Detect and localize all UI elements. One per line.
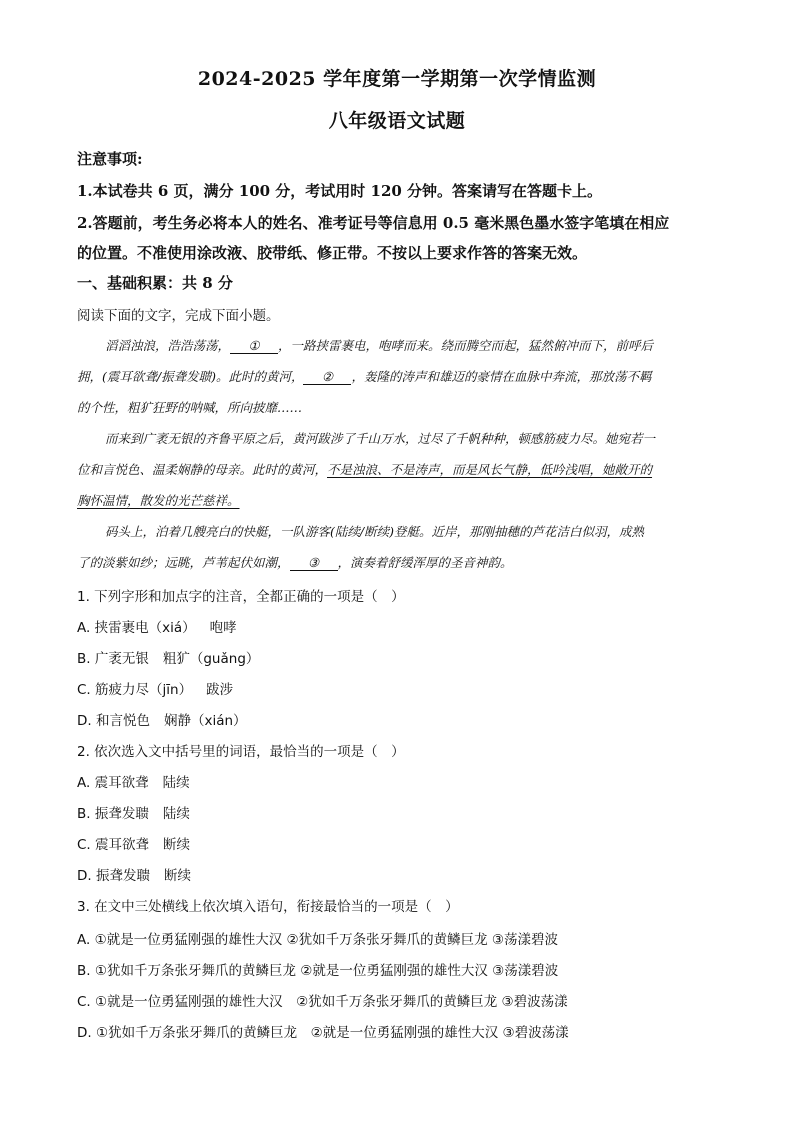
question-2-option-c[interactable]: [77, 833, 190, 853]
option-text: 振聋发聩: [95, 868, 150, 884]
underlined-sentence: 不是浊浪、不是涛声，而是风长气静，低吟浅唱，她敞开的: [327, 462, 653, 477]
question-1-stem: 1. 下列字形和加点字的注音，全都正确的一项是（ ）: [77, 589, 405, 605]
option-label: A.: [77, 932, 91, 948]
option-text: 挟雷裹电（xiá）: [94, 620, 196, 636]
blank-3: ③: [290, 555, 338, 571]
notice-item-2-line-2: 的位置。不准使用涂改液、胶带纸、修正带。不按以上要求作答的答案无效。: [77, 244, 588, 262]
passage-text: ，轰隆的涛声和雄迈的豪情在血脉中奔流，那放荡不羁: [351, 369, 652, 384]
passage-text: 滔滔浊浪，浩浩荡荡，: [105, 338, 231, 353]
option-text: 震耳欲聋: [94, 775, 149, 791]
option-label: C.: [77, 682, 91, 698]
question-3-option-d[interactable]: [77, 1021, 569, 1041]
question-1-option-b[interactable]: [77, 647, 259, 667]
passage-line: [77, 460, 727, 478]
option-text: 陆续: [162, 775, 190, 791]
notice-heading: 注意事项:: [77, 150, 143, 168]
passage-text: 了的淡紫如纱；远眺，芦苇起伏如潮，: [77, 555, 290, 570]
option-label: D.: [77, 713, 92, 729]
option-text: 震耳欲聋: [95, 837, 150, 853]
option-label: C.: [77, 837, 91, 853]
option-text: 和言悦色: [95, 713, 150, 729]
option-text: 广袤无银: [94, 651, 149, 667]
option-text: 咆哮: [209, 620, 237, 636]
option-text: ①就是一位勇猛刚强的雄性大汉 ②犹如千万条张牙舞爪的黄鳞巨龙 ③碧波荡漾: [95, 994, 568, 1010]
option-text: ①犹如千万条张牙舞爪的黄鳞巨龙 ②就是一位勇猛刚强的雄性大汉 ③碧波荡漾: [95, 1025, 569, 1041]
reading-instruction: 阅读下面的文字，完成下面小题。: [77, 308, 280, 324]
option-text: 断续: [163, 868, 191, 884]
option-text: ①就是一位勇猛刚强的雄性大汉 ②犹如千万条张牙舞爪的黄鳞巨龙 ③荡漾碧波: [94, 932, 558, 948]
passage-text: ，演奏着舒缓浑厚的圣音神韵。: [337, 555, 513, 570]
option-text: 断续: [163, 837, 191, 853]
question-2-option-d[interactable]: [77, 864, 191, 884]
passage-line: [77, 553, 727, 571]
option-text: 陆续: [162, 806, 190, 822]
passage-text: 位和言悦色、温柔娴静的母亲。此时的黄河，: [77, 462, 328, 477]
exam-subtitle: 八年级语文试题: [328, 110, 466, 132]
blank-1: ①: [230, 338, 278, 354]
option-label: C.: [77, 994, 91, 1010]
option-label: B.: [77, 806, 91, 822]
option-label: B.: [77, 651, 91, 667]
question-2-option-a[interactable]: [77, 771, 190, 791]
passage-line: 的个性，粗犷狂野的呐喊，所向披靡……: [77, 400, 303, 415]
option-text: 娴静（xián）: [163, 713, 247, 729]
passage-line: [77, 367, 727, 385]
question-2-stem: 2. 依次选入文中括号里的词语，最恰当的一项是（ ）: [77, 744, 405, 760]
notice-item-2-line-1: 2.答题前，考生务必将本人的姓名、准考证号等信息用 0.5 毫米黑色墨水签字笔填在相应: [77, 214, 670, 232]
passage-text: ，一路挟雷裹电，咆哮而来。绕而腾空而起，猛然俯冲而下，前呼后: [278, 338, 654, 353]
option-label: A.: [77, 775, 91, 791]
option-text: ①犹如千万条张牙舞爪的黄鳞巨龙 ②就是一位勇猛刚强的雄性大汉 ③荡漾碧波: [94, 963, 559, 979]
option-label: A.: [77, 620, 91, 636]
exam-title: 2024-2025 学年度第一学期第一次学情监测: [197, 68, 597, 90]
passage-text: 拥，(震耳欲聋/振聋发聩)。此时的黄河，: [77, 369, 304, 384]
passage-line: 码头上，泊着几艘亮白的快艇，一队游客(陆续/断续)登艇。近岸，那刚抽穗的芦花洁白似羽，成熟: [105, 524, 644, 539]
passage-line: [77, 491, 727, 509]
option-text: 跋涉: [206, 682, 234, 698]
question-1-option-c[interactable]: [77, 678, 233, 698]
section-heading: 一、基础积累：共 8 分: [77, 274, 233, 292]
option-text: 振聋发聩: [94, 806, 149, 822]
notice-item-1: 1.本试卷共 6 页，满分 100 分，考试用时 120 分钟。答案请写在答题卡上。: [77, 182, 603, 200]
question-3-stem: 3. 在文中三处横线上依次填入语句，衔接最恰当的一项是（ ）: [77, 899, 459, 915]
question-1-option-a[interactable]: [77, 616, 237, 636]
question-1-option-d[interactable]: [77, 709, 247, 729]
underlined-sentence: 胸怀温情，散发的光芒慈祥。: [77, 493, 240, 508]
option-label: B.: [77, 963, 91, 979]
option-label: D.: [77, 1025, 92, 1041]
question-3-option-b[interactable]: [77, 959, 558, 979]
option-text: 筋疲力尽（jīn）: [95, 682, 193, 698]
option-label: D.: [77, 868, 92, 884]
question-3-option-c[interactable]: [77, 990, 568, 1010]
option-text: 粗犷（guǎng）: [162, 651, 260, 667]
passage-line: 而来到广袤无银的齐鲁平原之后，黄河跋涉了千山万水，过尽了千帆种种，顿感筋疲力尽。她宛若一: [105, 431, 656, 446]
question-3-option-a[interactable]: [77, 928, 558, 948]
question-2-option-b[interactable]: [77, 802, 190, 822]
blank-2: ②: [303, 369, 351, 385]
passage-line: [105, 336, 727, 354]
